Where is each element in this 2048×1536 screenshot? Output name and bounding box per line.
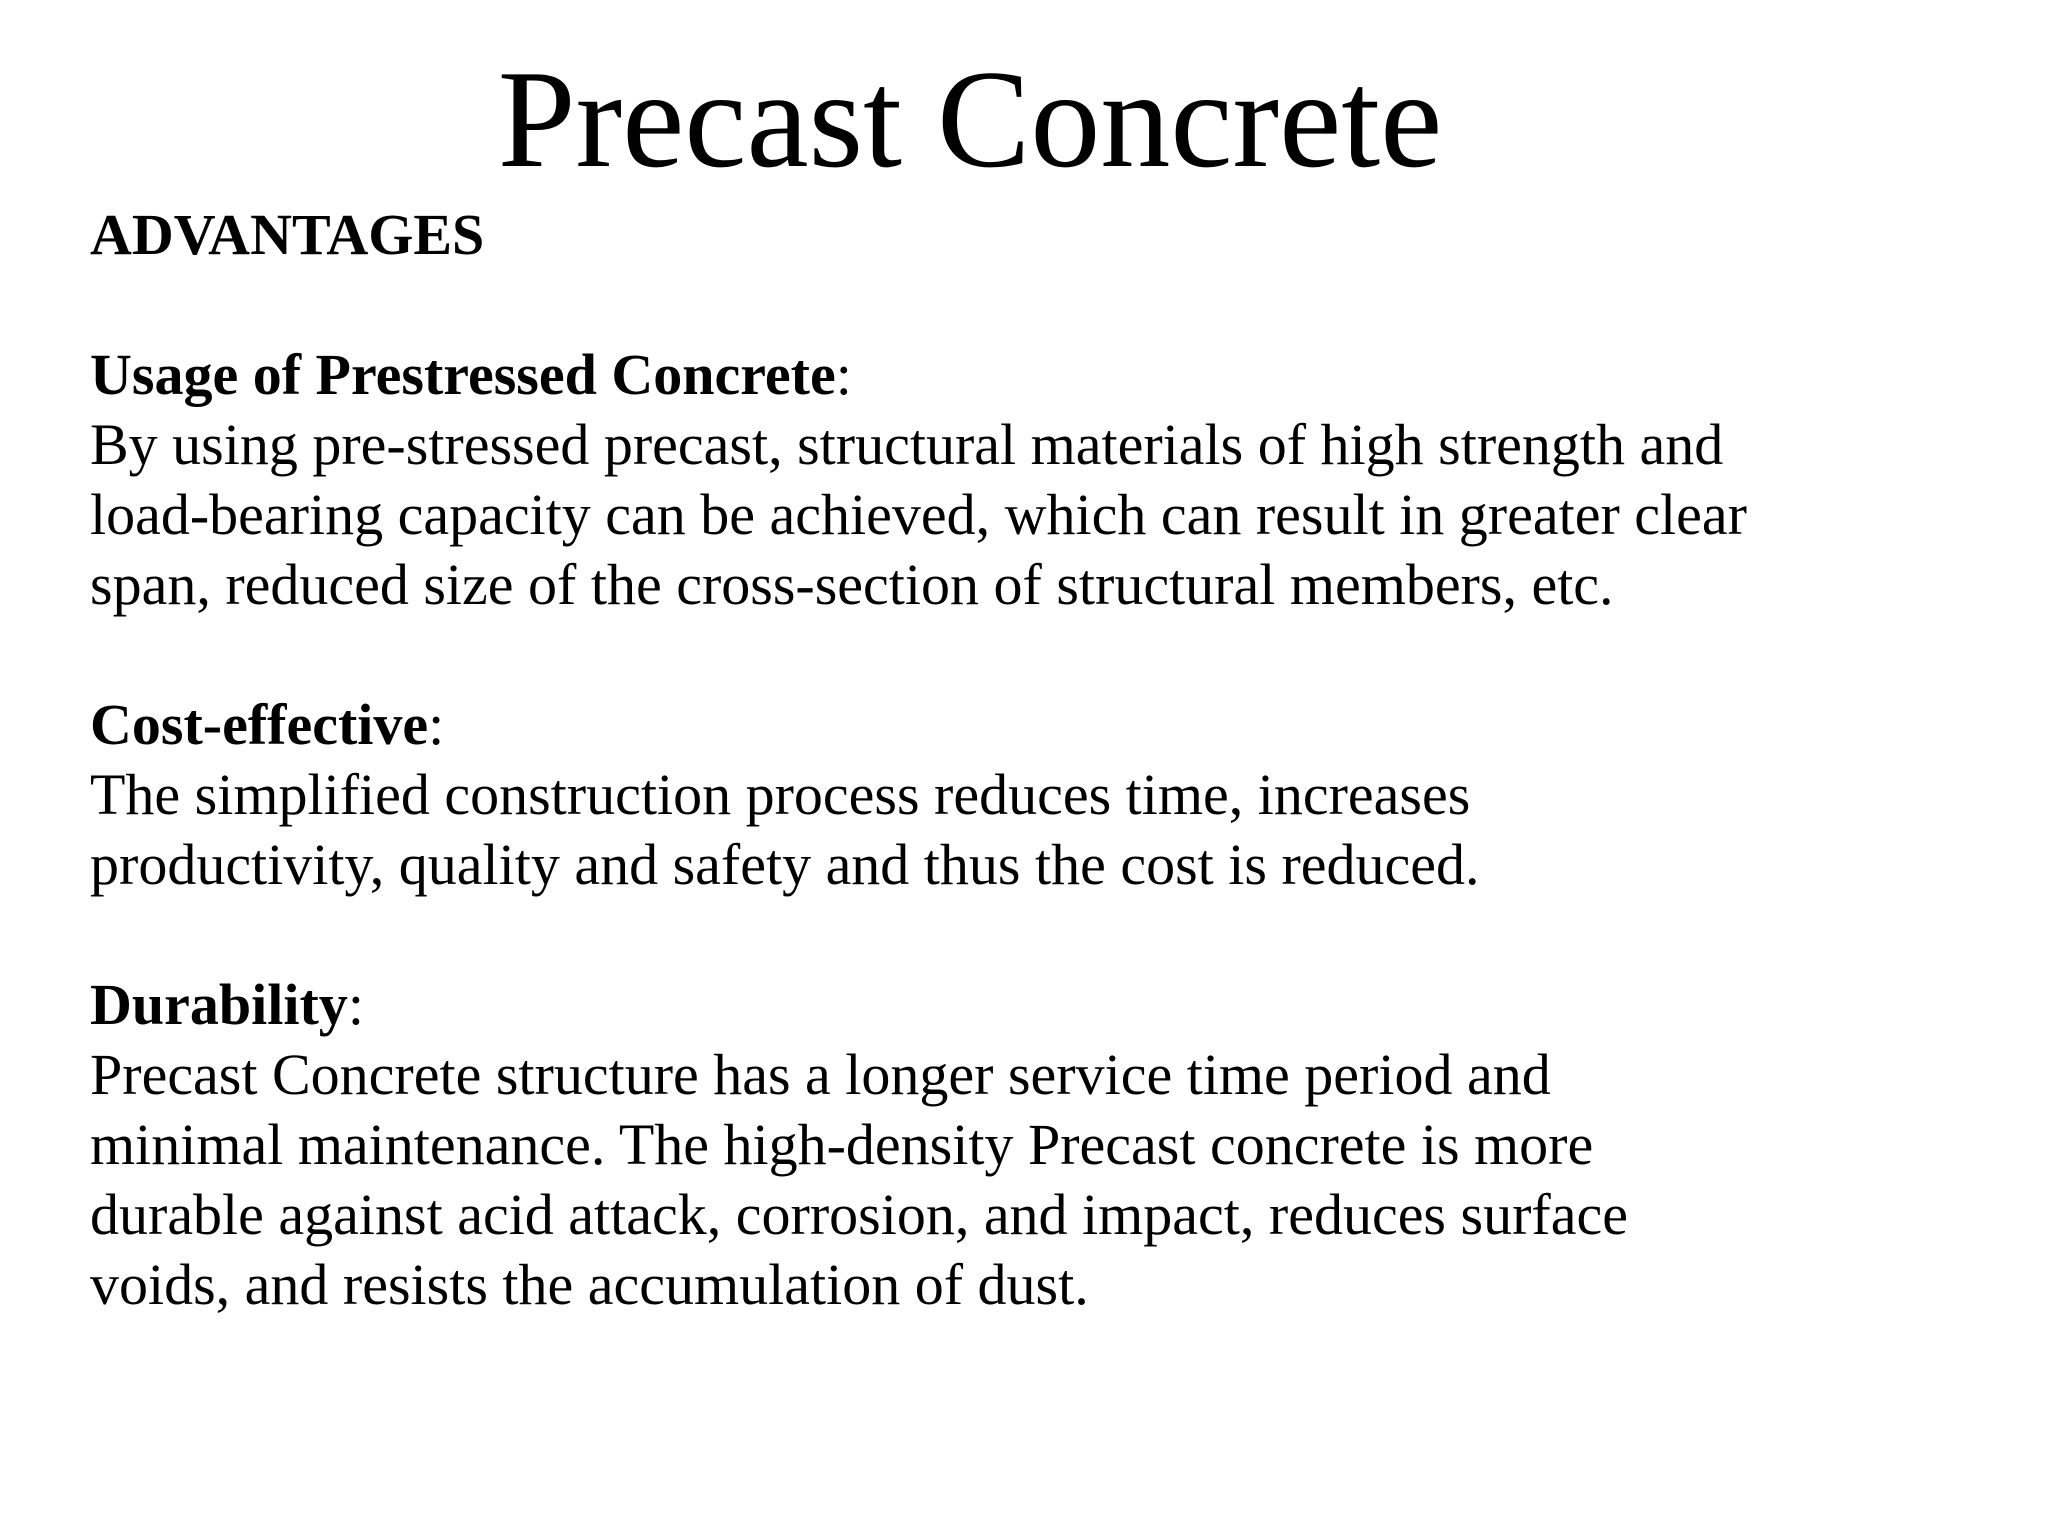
spacer xyxy=(90,900,1990,970)
advantage-heading xyxy=(90,340,1990,410)
advantage-body-line: The simplified construction process reduces time, increases xyxy=(90,762,1471,827)
section-label: ADVANTAGES xyxy=(90,202,485,267)
advantage-heading-colon: : xyxy=(347,972,364,1037)
advantage-heading-text: Usage of Prestressed Concrete xyxy=(90,342,836,407)
spacer xyxy=(90,620,1990,690)
spacer xyxy=(90,270,1990,340)
advantage-body-line: Precast Concrete structure has a longer service time period and xyxy=(90,1042,1551,1107)
advantage-body-line: durable against acid attack, corrosion, and impact, reduces surface xyxy=(90,1182,1628,1247)
advantage-body-line: voids, and resists the accumulation of dust. xyxy=(90,1252,1089,1317)
advantage-heading xyxy=(90,970,1990,1040)
advantage-heading-colon: : xyxy=(835,342,852,407)
advantage-body-line: productivity, quality and safety and thus the cost is reduced. xyxy=(90,832,1480,897)
advantage-body-line: load-bearing capacity can be achieved, which can result in greater clear xyxy=(90,482,1747,547)
advantage-heading-colon: : xyxy=(428,692,445,757)
advantage-body-line: By using pre-stressed precast, structural materials of high strength and xyxy=(90,412,1724,477)
slide-content xyxy=(90,200,1990,1320)
advantage-body-line: minimal maintenance. The high-density Precast concrete is more xyxy=(90,1112,1594,1177)
advantage-usage-of-prestressed-concrete xyxy=(90,340,1990,620)
advantage-durability xyxy=(90,970,1990,1320)
advantage-cost-effective xyxy=(90,690,1990,900)
advantage-heading-text: Durability xyxy=(90,972,348,1037)
advantage-heading-text: Cost-effective xyxy=(90,692,429,757)
advantage-body-line: span, reduced size of the cross-section of structural members, etc. xyxy=(90,552,1614,617)
slide-title: Precast Concrete xyxy=(497,42,1443,197)
advantage-heading xyxy=(90,690,1990,760)
